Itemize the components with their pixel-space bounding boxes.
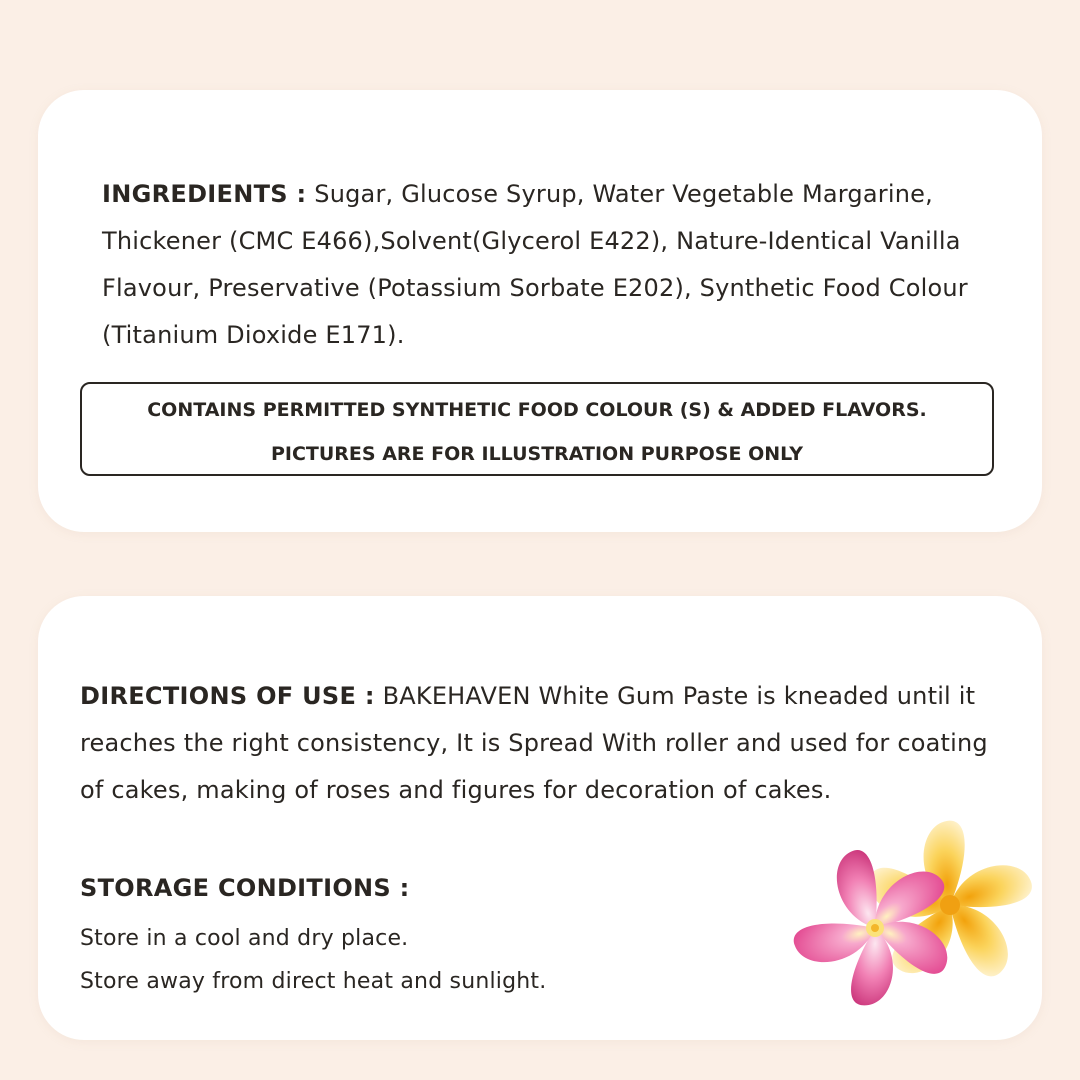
storage-line-heat-sunlight: Store away from direct heat and sunlight. <box>80 969 547 994</box>
directions-label: DIRECTIONS OF USE : <box>80 682 375 710</box>
ingredients-text: Sugar, Glucose Syrup, Water Vegetable Margarine, Thickener (CMC E466),Solvent(Glycerol E422), Nature-Identical Vanilla Flavour, Preservative (Potassium Sorbate E202), Synthetic Food Colour (Titanium Dioxide E171). <box>102 180 968 349</box>
notice-box <box>80 382 994 476</box>
notice-line-colour: CONTAINS PERMITTED SYNTHETIC FOOD COLOUR (S) & ADDED FLAVORS. <box>147 399 927 421</box>
directions-card <box>38 596 1042 1040</box>
directions-paragraph <box>80 673 1012 814</box>
storage-line-cool-dry: Store in a cool and dry place. <box>80 926 409 951</box>
storage-title: STORAGE CONDITIONS : <box>80 874 410 902</box>
ingredients-card <box>38 90 1042 532</box>
directions-text: BAKEHAVEN White Gum Paste is kneaded until it reaches the right consistency, It is Spread With roller and used for coating of cakes, making of roses and figures for decoration of cakes. <box>80 682 988 804</box>
ingredients-paragraph <box>102 171 1002 359</box>
frangipani-flowers-image <box>750 810 1040 1020</box>
ingredients-label: INGREDIENTS : <box>102 180 307 208</box>
notice-line-illustration: PICTURES ARE FOR ILLUSTRATION PURPOSE ONLY <box>270 443 804 465</box>
